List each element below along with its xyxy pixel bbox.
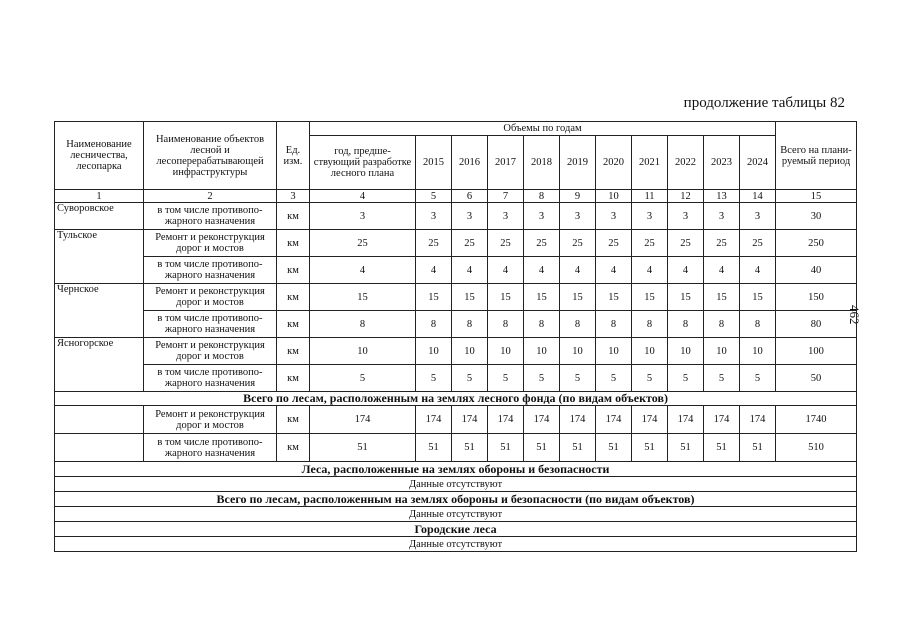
unit-cell: км: [277, 365, 310, 392]
year-value: 8: [668, 311, 704, 338]
empty-forestry-cell: [55, 434, 144, 462]
total-value: 40: [776, 257, 857, 284]
year-value: 3: [596, 203, 632, 230]
year-value: 15: [632, 284, 668, 311]
table-row: [55, 365, 857, 392]
year-value: 174: [416, 406, 452, 434]
column-number: 5: [416, 190, 452, 203]
year-value: 10: [632, 338, 668, 365]
year-value: 8: [488, 311, 524, 338]
forestry-name: Ясногорское: [55, 338, 144, 392]
year-value: 5: [452, 365, 488, 392]
column-number: 14: [740, 190, 776, 203]
table-row: [55, 434, 857, 462]
year-value: 25: [524, 230, 560, 257]
year-value: 10: [740, 338, 776, 365]
year-value: 174: [524, 406, 560, 434]
year-value: 174: [488, 406, 524, 434]
object-name: Ремонт и реконструкция дорог и мостов: [144, 338, 277, 365]
section-row: [55, 462, 857, 477]
year-value: 4: [560, 257, 596, 284]
year-value: 3: [560, 203, 596, 230]
object-name: Ремонт и реконструкция дорог и мостов: [144, 284, 277, 311]
header-total: Всего на плани-руемый период: [776, 122, 857, 190]
section-row: [55, 392, 857, 406]
unit-cell: км: [277, 257, 310, 284]
year-value: 51: [452, 434, 488, 462]
header-year: 2017: [488, 136, 524, 190]
year-value: 3: [452, 203, 488, 230]
column-number: 1: [55, 190, 144, 203]
year-value: 25: [704, 230, 740, 257]
section-row: [55, 492, 857, 507]
year-value: 8: [524, 311, 560, 338]
total-value: 250: [776, 230, 857, 257]
unit-cell: км: [277, 311, 310, 338]
year-value: 3: [632, 203, 668, 230]
year-value: 8: [704, 311, 740, 338]
year-value: 8: [560, 311, 596, 338]
section-row: [55, 507, 857, 522]
total-value: 510: [776, 434, 857, 462]
column-number: 12: [668, 190, 704, 203]
year-value: 174: [704, 406, 740, 434]
table-row: [55, 284, 857, 311]
before-value: 4: [310, 257, 416, 284]
year-value: 4: [632, 257, 668, 284]
year-value: 10: [416, 338, 452, 365]
before-value: 25: [310, 230, 416, 257]
year-value: 15: [668, 284, 704, 311]
year-value: 174: [596, 406, 632, 434]
year-value: 5: [416, 365, 452, 392]
before-value: 8: [310, 311, 416, 338]
page-number: 462: [847, 305, 862, 325]
year-value: 174: [452, 406, 488, 434]
year-value: 4: [668, 257, 704, 284]
no-data-text: Данные отсутствуют: [55, 537, 857, 552]
year-value: 25: [740, 230, 776, 257]
year-value: 5: [596, 365, 632, 392]
year-value: 3: [488, 203, 524, 230]
section-row: [55, 522, 857, 537]
year-value: 15: [704, 284, 740, 311]
header-forestry: Наименование лесничества, лесопарка: [55, 122, 144, 190]
year-value: 5: [704, 365, 740, 392]
column-number: 15: [776, 190, 857, 203]
year-value: 51: [632, 434, 668, 462]
year-value: 51: [740, 434, 776, 462]
object-name: в том числе противопо-жарного назначения: [144, 365, 277, 392]
year-value: 51: [560, 434, 596, 462]
year-value: 8: [632, 311, 668, 338]
before-value: 15: [310, 284, 416, 311]
table-row: [55, 203, 857, 230]
year-value: 174: [740, 406, 776, 434]
year-value: 10: [452, 338, 488, 365]
column-number: 9: [560, 190, 596, 203]
year-value: 15: [488, 284, 524, 311]
year-value: 10: [560, 338, 596, 365]
column-number: 3: [277, 190, 310, 203]
object-name: в том числе противопо-жарного назначения: [144, 311, 277, 338]
object-name: Ремонт и реконструкция дорог и мостов: [144, 230, 277, 257]
year-value: 174: [668, 406, 704, 434]
section-row: [55, 537, 857, 552]
year-value: 51: [704, 434, 740, 462]
year-value: 5: [740, 365, 776, 392]
year-value: 25: [560, 230, 596, 257]
table-row: [55, 230, 857, 257]
year-value: 3: [704, 203, 740, 230]
total-value: 1740: [776, 406, 857, 434]
column-number: 7: [488, 190, 524, 203]
table-row: [55, 257, 857, 284]
year-value: 8: [596, 311, 632, 338]
header-year: 2016: [452, 136, 488, 190]
before-value: 51: [310, 434, 416, 462]
forestry-name: Суворовское: [55, 203, 144, 230]
year-value: 5: [524, 365, 560, 392]
header-year: 2022: [668, 136, 704, 190]
year-value: 4: [488, 257, 524, 284]
year-value: 15: [524, 284, 560, 311]
year-value: 15: [596, 284, 632, 311]
object-name: Ремонт и реконструкция дорог и мостов: [144, 406, 277, 434]
year-value: 51: [488, 434, 524, 462]
year-value: 10: [524, 338, 560, 365]
header-year: 2019: [560, 136, 596, 190]
year-value: 5: [488, 365, 524, 392]
year-value: 10: [668, 338, 704, 365]
year-value: 8: [740, 311, 776, 338]
year-value: 25: [632, 230, 668, 257]
year-value: 10: [596, 338, 632, 365]
table-row: [55, 311, 857, 338]
column-number: 8: [524, 190, 560, 203]
year-value: 4: [524, 257, 560, 284]
unit-cell: км: [277, 230, 310, 257]
year-value: 4: [704, 257, 740, 284]
year-value: 3: [668, 203, 704, 230]
object-name: в том числе противопо-жарного назначения: [144, 434, 277, 462]
year-value: 3: [524, 203, 560, 230]
unit-cell: км: [277, 284, 310, 311]
year-value: 5: [668, 365, 704, 392]
column-number: 2: [144, 190, 277, 203]
unit-cell: км: [277, 406, 310, 434]
year-value: 8: [452, 311, 488, 338]
year-value: 10: [488, 338, 524, 365]
year-value: 4: [740, 257, 776, 284]
year-value: 51: [524, 434, 560, 462]
year-value: 5: [632, 365, 668, 392]
year-value: 25: [488, 230, 524, 257]
year-value: 4: [416, 257, 452, 284]
section-city-heading: Городские леса: [55, 522, 857, 537]
year-value: 15: [560, 284, 596, 311]
before-value: 10: [310, 338, 416, 365]
total-value: 80: [776, 311, 857, 338]
year-value: 8: [416, 311, 452, 338]
year-value: 174: [632, 406, 668, 434]
object-name: в том числе противопо-жарного назначения: [144, 203, 277, 230]
header-year: 2021: [632, 136, 668, 190]
year-value: 25: [596, 230, 632, 257]
header-object: Наименование объектов лесной и лесоперерабатывающей инфраструктуры: [144, 122, 277, 190]
year-value: 15: [452, 284, 488, 311]
column-number: 10: [596, 190, 632, 203]
total-value: 30: [776, 203, 857, 230]
section-defense-heading: Леса, расположенные на землях обороны и безопасности: [55, 462, 857, 477]
before-value: 174: [310, 406, 416, 434]
column-number: 11: [632, 190, 668, 203]
column-number: 13: [704, 190, 740, 203]
table-caption: продолжение таблицы 82: [683, 95, 845, 111]
total-value: 100: [776, 338, 857, 365]
section-row: [55, 477, 857, 492]
header-year: 2024: [740, 136, 776, 190]
year-value: 51: [416, 434, 452, 462]
year-value: 51: [596, 434, 632, 462]
total-value: 50: [776, 365, 857, 392]
header-year: 2015: [416, 136, 452, 190]
no-data-text: Данные отсутствуют: [55, 507, 857, 522]
year-value: 15: [416, 284, 452, 311]
column-number: 6: [452, 190, 488, 203]
section-defense-total-heading: Всего по лесам, расположенным на землях обороны и безопасности (по видам объектов): [55, 492, 857, 507]
before-value: 5: [310, 365, 416, 392]
header-before: год, предше-ствующий разработке лесного плана: [310, 136, 416, 190]
year-value: 5: [560, 365, 596, 392]
year-value: 4: [452, 257, 488, 284]
year-value: 174: [560, 406, 596, 434]
object-name: в том числе противопо-жарного назначения: [144, 257, 277, 284]
year-value: 3: [416, 203, 452, 230]
year-value: 51: [668, 434, 704, 462]
section-fund-heading: Всего по лесам, расположенным на землях лесного фонда (по видам объектов): [55, 392, 857, 406]
year-value: 25: [668, 230, 704, 257]
forestry-name: Тульское: [55, 230, 144, 284]
unit-cell: км: [277, 203, 310, 230]
unit-cell: км: [277, 434, 310, 462]
unit-cell: км: [277, 338, 310, 365]
header-volumes: Объемы по годам: [310, 122, 776, 136]
empty-forestry-cell: [55, 406, 144, 434]
year-value: 25: [452, 230, 488, 257]
table-row: [55, 406, 857, 434]
header-year: 2023: [704, 136, 740, 190]
year-value: 10: [704, 338, 740, 365]
before-value: 3: [310, 203, 416, 230]
year-value: 15: [740, 284, 776, 311]
header-year: 2018: [524, 136, 560, 190]
year-value: 4: [596, 257, 632, 284]
table-row: [55, 338, 857, 365]
year-value: 3: [740, 203, 776, 230]
column-number: 4: [310, 190, 416, 203]
forest-infrastructure-table: [54, 121, 857, 552]
forestry-name: Чернское: [55, 284, 144, 338]
header-year: 2020: [596, 136, 632, 190]
no-data-text: Данные отсутствуют: [55, 477, 857, 492]
total-value: 150: [776, 284, 857, 311]
header-unit: Ед. изм.: [277, 122, 310, 190]
year-value: 25: [416, 230, 452, 257]
